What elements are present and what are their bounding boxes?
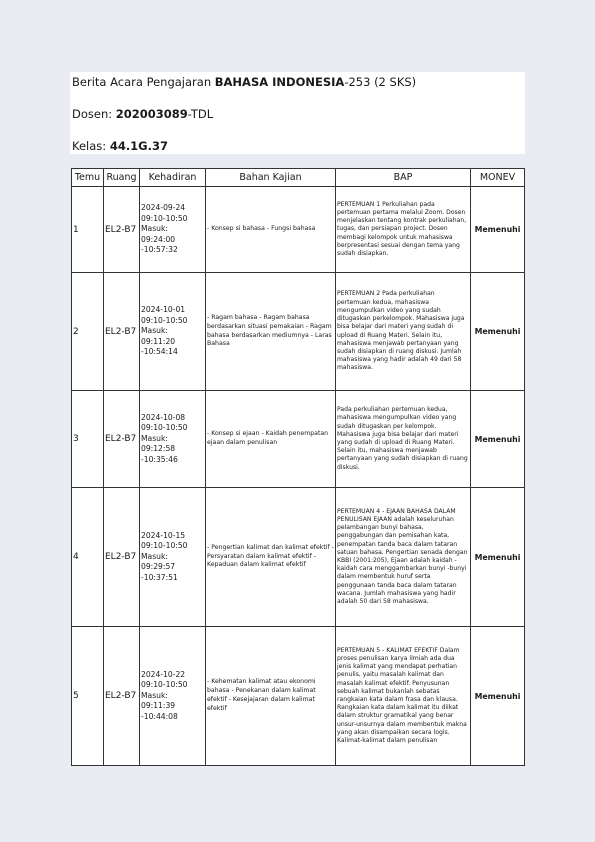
cell-kehadiran (140, 391, 206, 488)
column-header-monev: MONEV (471, 169, 525, 187)
title-prefix: Berita Acara Pengajaran (72, 75, 215, 89)
kehadiran-jam: 09:10-10:50 (141, 213, 188, 223)
cell-ruang: EL2-B7 (104, 488, 140, 627)
cell-bap (336, 273, 471, 391)
kehadiran-tanggal: 2024-10-22 (141, 669, 186, 679)
kehadiran-jam: 09:10-10:50 (141, 541, 188, 551)
table-row (72, 627, 525, 766)
course-name: BAHASA INDONESIA (214, 75, 345, 89)
bap-text: PERTEMUAN 2 Pada perkuliahan pertemuan kedua, mahasiswa mengumpulkan video yang sudah ditugaskan perkelompok. Mahasiswa juga bisa belajar dari materi yang sudah di upload di Ruang Materi. Selain itu, mahasiswa menjawab pertanyaan yang sudah disiapkan di ruang diskusi. Jumlah mahasiswa yang hadir adalah 49 dari 58 mahasiswa. (337, 290, 465, 372)
cell-monev: Memenuhi (471, 391, 525, 488)
kehadiran-keluar: -10:54:14 (141, 347, 178, 357)
kehadiran-keluar: -10:44:08 (141, 711, 178, 721)
kehadiran-tanggal: 2024-10-08 (141, 412, 186, 422)
document-header (70, 72, 525, 154)
kehadiran-keluar: -10:35:46 (141, 454, 178, 464)
kehadiran-masuk: Masuk: 09:29:57 (141, 551, 176, 572)
cell-ruang: EL2-B7 (104, 273, 140, 391)
cell-bap (336, 187, 471, 273)
kehadiran-masuk: Masuk: 09:11:39 (141, 690, 176, 711)
cell-ruang: EL2-B7 (104, 187, 140, 273)
cell-kehadiran (140, 488, 206, 627)
table-row (72, 273, 525, 391)
kelas-value: 44.1G.37 (109, 139, 168, 153)
cell-temu: 3 (72, 391, 104, 488)
column-header-kehadiran: Kehadiran (140, 169, 206, 187)
bap-text: Pada perkuliahan pertemuan kedua, mahasiswa mengumpulkan video yang sudah ditugaskan per kelompok. Mahasiswa juga bisa belajar dari materi yang sudah di upload di Ruang Materi. Selain itu, mahasiswa menjawab pertanyaan yang sudah disiapkan di ruang diskusi. (337, 406, 468, 471)
table-header-row (72, 169, 525, 187)
cell-bap (336, 488, 471, 627)
cell-monev: Memenuhi (471, 187, 525, 273)
course-code: -253 (2 SKS) (344, 75, 417, 89)
cell-ruang: EL2-B7 (104, 627, 140, 766)
column-header-bahan-kajian: Bahan Kajian (206, 169, 336, 187)
column-header-temu: Temu (72, 169, 104, 187)
class-line (72, 139, 168, 153)
kehadiran-tanggal: 2024-09-24 (141, 203, 186, 213)
cell-temu: 1 (72, 187, 104, 273)
table-row (72, 187, 525, 273)
kelas-label: Kelas: (72, 139, 110, 153)
cell-bap (336, 627, 471, 766)
cell-bahan-kajian: - Pengertian kalimat dan kalimat efektif - Persyaratan dalam kalimat efektif - Kepaduan dalam kalimat efektif (206, 488, 336, 627)
cell-kehadiran (140, 273, 206, 391)
kehadiran-jam: 09:10-10:50 (141, 315, 188, 325)
bap-text: PERTEMUAN 1 Perkuliahan pada pertemuan pertama melalui Zoom. Dosen menjelaskan tentang kontrak perkuliahan, tugas, dan persiapan project. Dosen membagi kelompok untuk mahasiswa berpresentasi sesuai dengan tema yang sudah disiapkan. (337, 200, 467, 257)
cell-bahan-kajian: - Kehematan kalimat atau ekonomi bahasa - Penekanan dalam kalimat efektif - Kesejajaran dalam kalimat efektif (206, 627, 336, 766)
cell-kehadiran (140, 627, 206, 766)
kehadiran-jam: 09:10-10:50 (141, 423, 188, 433)
cell-ruang: EL2-B7 (104, 391, 140, 488)
kehadiran-tanggal: 2024-10-01 (141, 305, 186, 315)
kehadiran-masuk: Masuk: 09:24:00 (141, 224, 176, 244)
cell-temu: 5 (72, 627, 104, 766)
dosen-id: 202003089 (115, 107, 188, 121)
cell-bap (336, 391, 471, 488)
cell-temu: 2 (72, 273, 104, 391)
dosen-suffix: -TDL (187, 107, 214, 121)
kehadiran-keluar: -10:57:32 (141, 245, 178, 255)
report-title (72, 75, 416, 89)
cell-bahan-kajian: - Konsep si bahasa - Fungsi bahasa (206, 187, 336, 273)
cell-bahan-kajian: - Konsep si ejaan - Kaidah penempatan ejaan dalam penulisan (206, 391, 336, 488)
kehadiran-jam: 09:10-10:50 (141, 680, 188, 690)
kehadiran-masuk: Masuk: 09:12:58 (141, 433, 176, 454)
bap-text: PERTEMUAN 4 - EJAAN BAHASA DALAM PENULISAN EJAAN adalah keseluruhan pelambangan bunyi bahasa, penggabungan dan pemisahan kata, penempatan tanda baca dalam tataran satuan bahasa. Pengertian senada dengan KBBI (2001:205), Ejaan adalah kaidah - kaidah cara menggambarkan bunyi -bunyi dalam membentuk huruf serta penggunaan tanda baca dalam tataran wacana. Jumlah mahasiswa yang hadir adalah 50 dari 58 mahasiswa. (337, 507, 468, 606)
column-header-ruang: Ruang (104, 169, 140, 187)
lecturer-line (72, 107, 213, 121)
dosen-label: Dosen: (72, 107, 116, 121)
kehadiran-tanggal: 2024-10-15 (141, 530, 186, 540)
cell-temu: 4 (72, 488, 104, 627)
table-row (72, 391, 525, 488)
cell-bahan-kajian: - Ragam bahasa - Ragam bahasa berdasarkan situasi pemakaian - Ragam bahasa berdasarkan mediumnya - Laras Bahasa (206, 273, 336, 391)
bap-table (71, 168, 525, 766)
cell-monev: Memenuhi (471, 273, 525, 391)
table-row (72, 488, 525, 627)
kehadiran-masuk: Masuk: 09:11:20 (141, 326, 176, 346)
column-header-bap: BAP (336, 169, 471, 187)
cell-kehadiran (140, 187, 206, 273)
cell-monev: Memenuhi (471, 627, 525, 766)
cell-monev: Memenuhi (471, 488, 525, 627)
kehadiran-keluar: -10:37:51 (141, 572, 178, 582)
bap-text: PERTEMUAN 5 - KALIMAT EFEKTIF Dalam proses penulisan karya ilmiah ada dua jenis kalimat yang mendapat perhatian penulis, yaitu masalah kalimat dan masalah kalimat efektif. Penyusunan sebuah kalimat bukanlah sebatas rangkaian kata dalam frasa dan klausa. Rangkaian kata dalam kalimat itu diikat dalam struktur gramatikal yang benar unsur-unsurnya dalam membentuk makna yang akan disampaikan secara logis. Kalimat-kalimat dalam penulisan (337, 646, 467, 745)
